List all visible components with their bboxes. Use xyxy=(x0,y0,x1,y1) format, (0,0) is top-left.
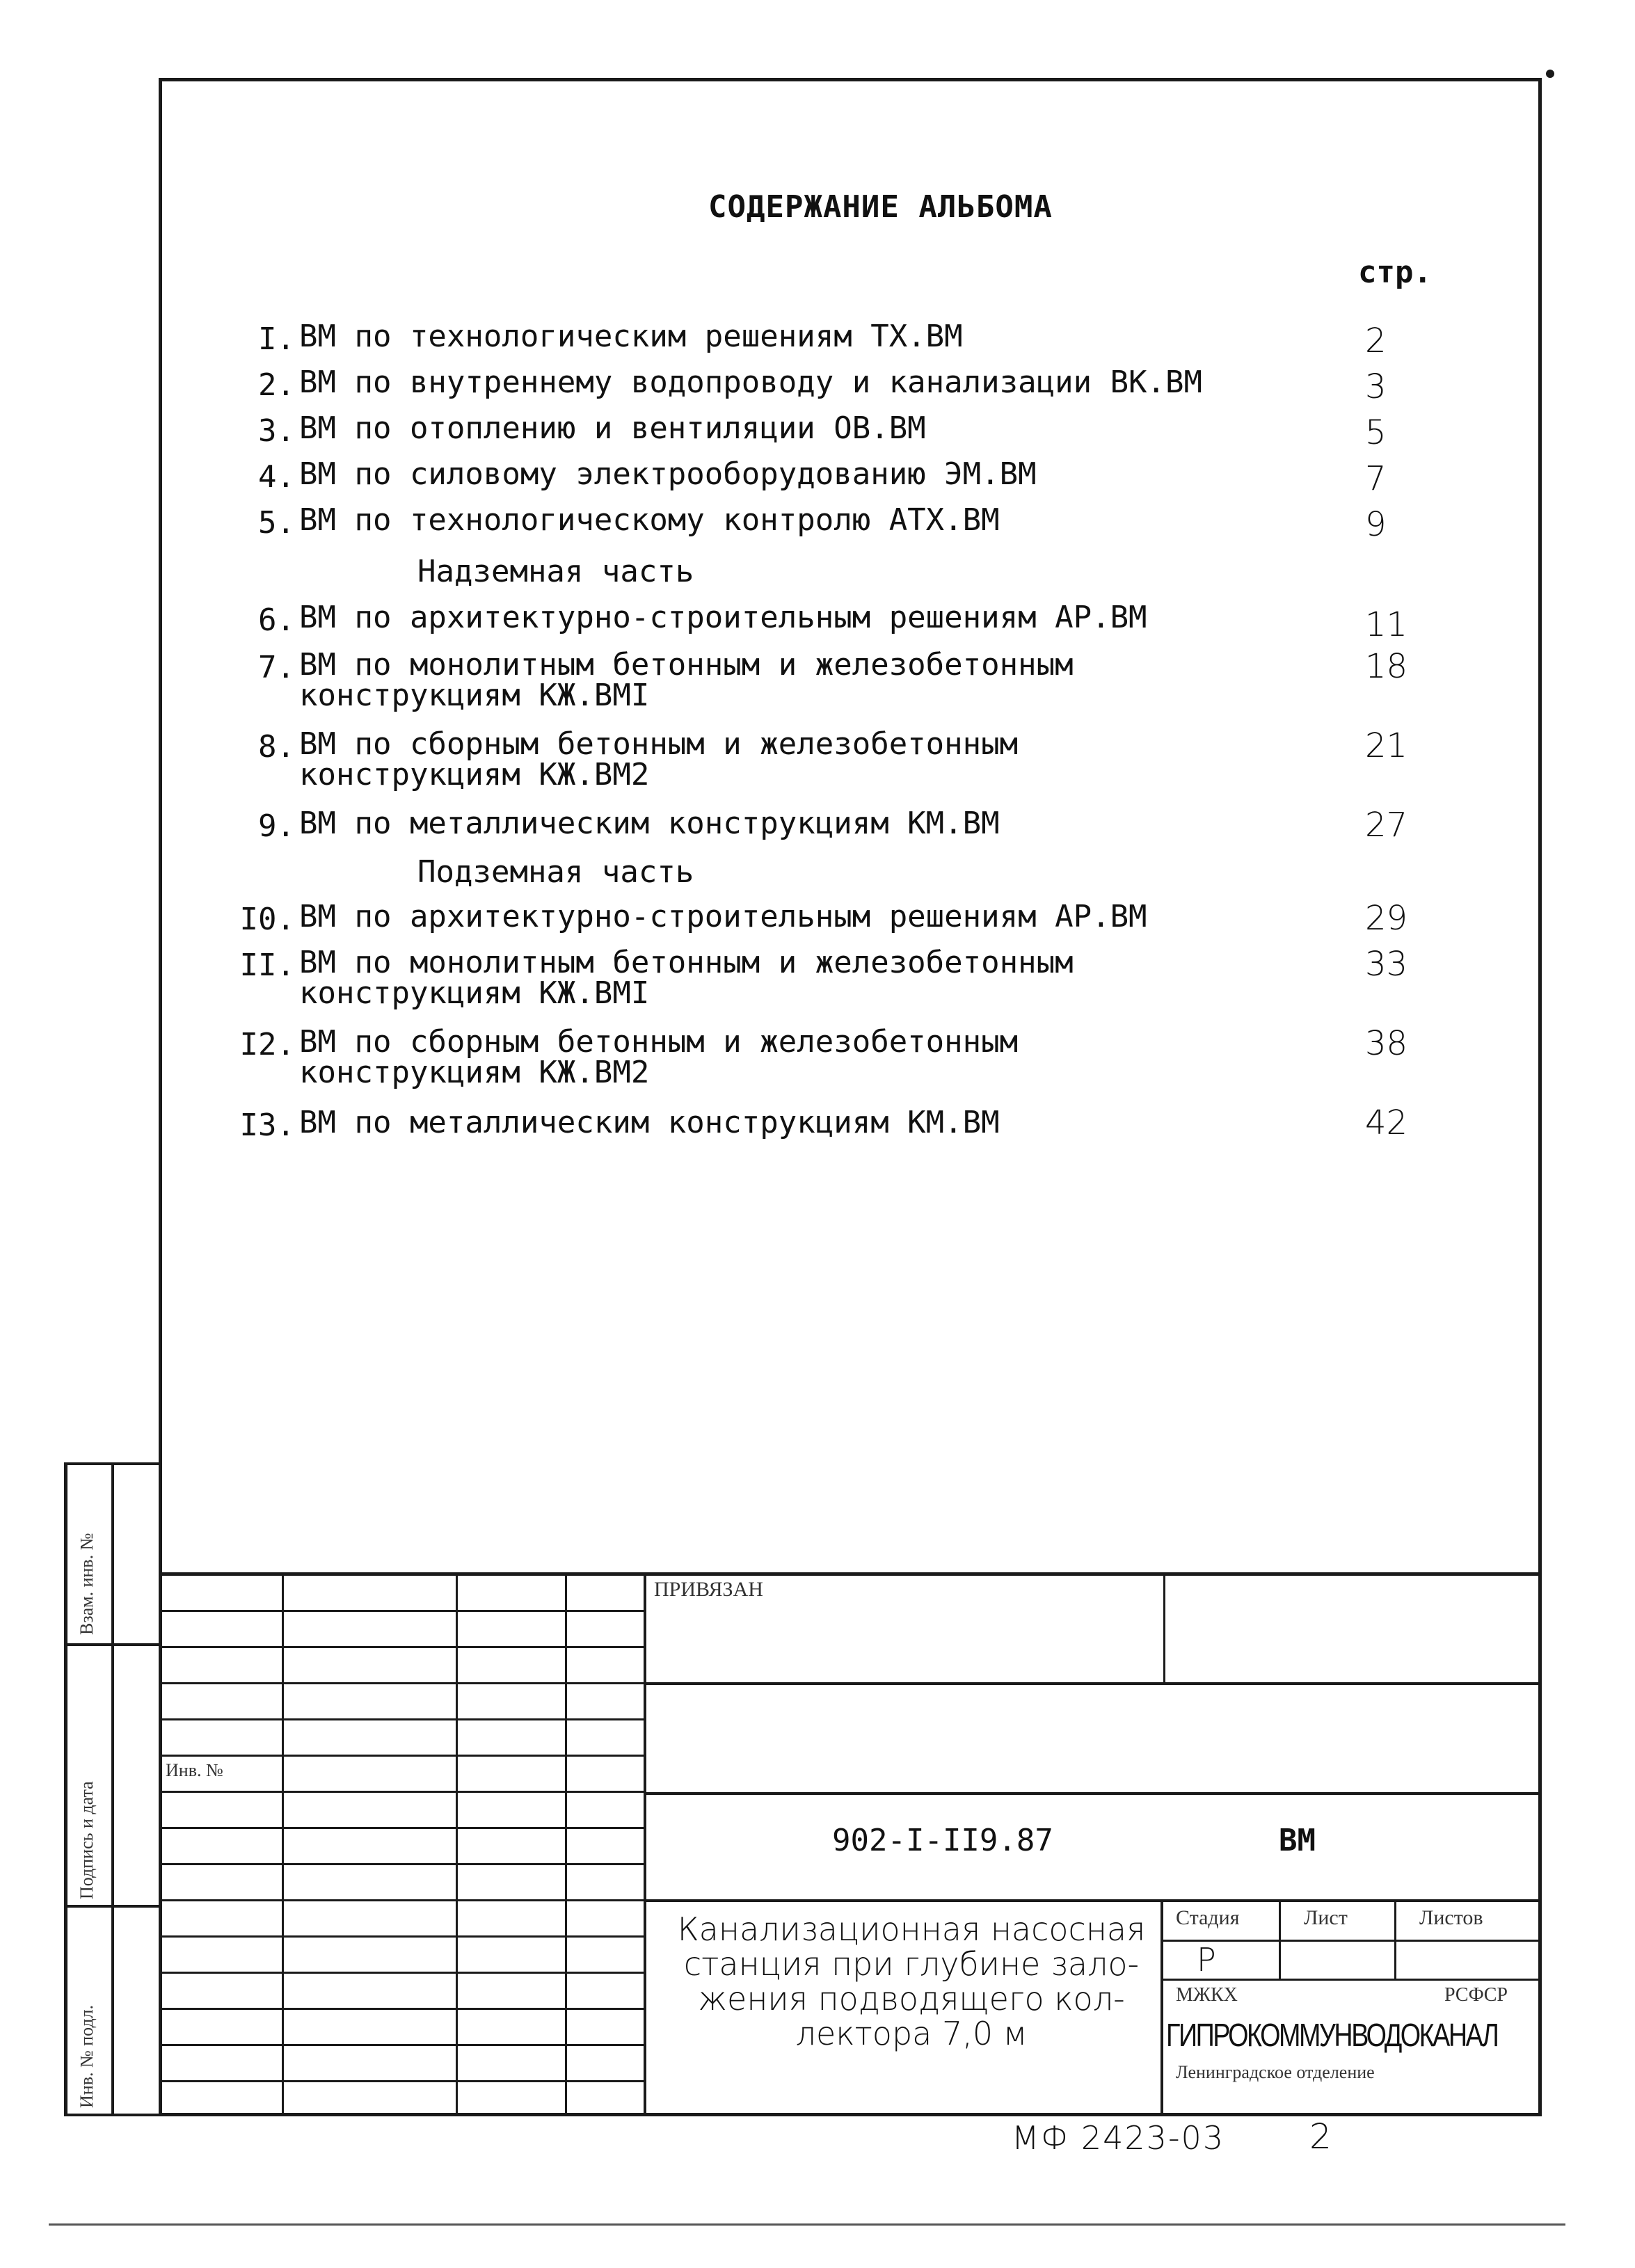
org-republic: РСФСР xyxy=(1444,1984,1508,2006)
toc-item-text-continued: конструкциям КЖ.ВМI xyxy=(299,975,650,1011)
toc-item-text: ВМ по сборным бетонным и железобетонным xyxy=(299,726,1019,762)
toc-page-number: 5 xyxy=(1365,413,1387,452)
toc-page-number: 29 xyxy=(1365,899,1408,938)
org-ministry: МЖКХ xyxy=(1176,1984,1238,2006)
inv-label: Инв. № xyxy=(166,1760,223,1780)
toc-page-number: 27 xyxy=(1365,806,1408,845)
toc-item-text: ВМ по монолитным бетонным и железобетонным xyxy=(299,945,1074,980)
toc-page-number: 11 xyxy=(1365,605,1408,644)
toc-page-number: 18 xyxy=(1365,647,1408,686)
toc-item-text: ВМ по отоплению и вентиляции ОВ.ВМ xyxy=(299,410,926,446)
privyazan-label: ПРИВЯЗАН xyxy=(654,1578,763,1601)
toc-number: 7. xyxy=(258,650,295,685)
toc-page-number: 3 xyxy=(1365,367,1387,406)
page-trim-line xyxy=(49,2223,1565,2226)
toc-number: 8. xyxy=(258,729,295,765)
side-label-podpis-data: Подпись и дата xyxy=(77,1781,97,1899)
toc-page-number: 42 xyxy=(1365,1103,1408,1142)
toc-number: 6. xyxy=(258,602,295,638)
toc-page-number: 33 xyxy=(1365,945,1408,984)
org-name: ГИПРОКОММУНВОДОКАНАЛ xyxy=(1166,2017,1498,2053)
description-line: жения подводящего кол- xyxy=(698,1980,1125,2018)
toc-item-text: ВМ по монолитным бетонным и железобетонным xyxy=(299,647,1074,682)
document-mark: ВМ xyxy=(1279,1823,1316,1858)
toc-page-number: 21 xyxy=(1365,726,1408,765)
sheets-header: Листов xyxy=(1419,1906,1483,1929)
toc-item-text: ВМ по технологическим решениям ТХ.ВМ xyxy=(299,319,963,354)
sheet-header: Лист xyxy=(1304,1906,1348,1929)
stage-header: Стадия xyxy=(1176,1906,1240,1929)
toc-page-number: 9 xyxy=(1365,505,1387,544)
side-label-vzam-inv: Взам. инв. № xyxy=(77,1533,97,1635)
toc-number: 4. xyxy=(258,459,295,495)
page-number: 2 xyxy=(1309,2116,1332,2157)
toc-item-text: ВМ по внутреннему водопроводу и канализации ВК.ВМ xyxy=(299,365,1203,400)
description-line: Канализационная насосная xyxy=(677,1910,1146,1948)
section-heading-above-ground: Надземная часть xyxy=(417,554,694,589)
side-label-inv-podl: Инв. № подл. xyxy=(77,2004,97,2108)
toc-item-text-continued: конструкциям КЖ.ВМ2 xyxy=(299,757,650,792)
toc-item-text: ВМ по архитектурно-строительным решениям АР.ВМ xyxy=(299,600,1147,635)
toc-item-text: ВМ по металлическим конструкциям КМ.ВМ xyxy=(299,806,1000,841)
page-column-label: стр. xyxy=(1358,255,1432,290)
org-branch: Ленинградское отделение xyxy=(1176,2062,1375,2082)
toc-number: I3. xyxy=(239,1108,295,1143)
description-line: станция при глубине зало- xyxy=(683,1945,1140,1983)
toc-item-text: ВМ по металлическим конструкциям КМ.ВМ xyxy=(299,1105,1000,1140)
toc-number: I. xyxy=(258,321,295,357)
archive-code: МФ 2423-03 xyxy=(1012,2119,1225,2157)
toc-number: 5. xyxy=(258,505,295,541)
section-heading-underground: Подземная часть xyxy=(417,854,694,890)
stage-value: Р xyxy=(1197,1941,1216,1979)
toc-number: II. xyxy=(239,948,295,983)
toc-number: 9. xyxy=(258,808,295,844)
toc-item-text: ВМ по архитектурно-строительным решениям АР.ВМ xyxy=(299,899,1147,934)
toc-number: 3. xyxy=(258,413,295,449)
toc-number: I0. xyxy=(239,902,295,937)
toc-page-number: 7 xyxy=(1365,459,1387,498)
toc-number: I2. xyxy=(239,1027,295,1062)
toc-item-text: ВМ по сборным бетонным и железобетонным xyxy=(299,1024,1019,1060)
description-line: лектора 7,0 м xyxy=(795,2015,1028,2052)
document-code: 902-I-II9.87 xyxy=(832,1823,1053,1858)
frame-corner-dot xyxy=(1546,70,1554,78)
toc-item-text-continued: конструкциям КЖ.ВМI xyxy=(299,678,650,713)
toc-page-number: 2 xyxy=(1365,321,1387,360)
toc-item-text-continued: конструкциям КЖ.ВМ2 xyxy=(299,1055,650,1090)
toc-item-text: ВМ по силовому электрооборудованию ЭМ.ВМ xyxy=(299,456,1037,492)
toc-page-number: 38 xyxy=(1365,1024,1408,1063)
page-title: СОДЕРЖАНИЕ АЛЬБОМА xyxy=(708,189,1053,225)
toc-item-text: ВМ по технологическому контролю АТХ.ВМ xyxy=(299,502,1000,538)
toc-number: 2. xyxy=(258,367,295,403)
